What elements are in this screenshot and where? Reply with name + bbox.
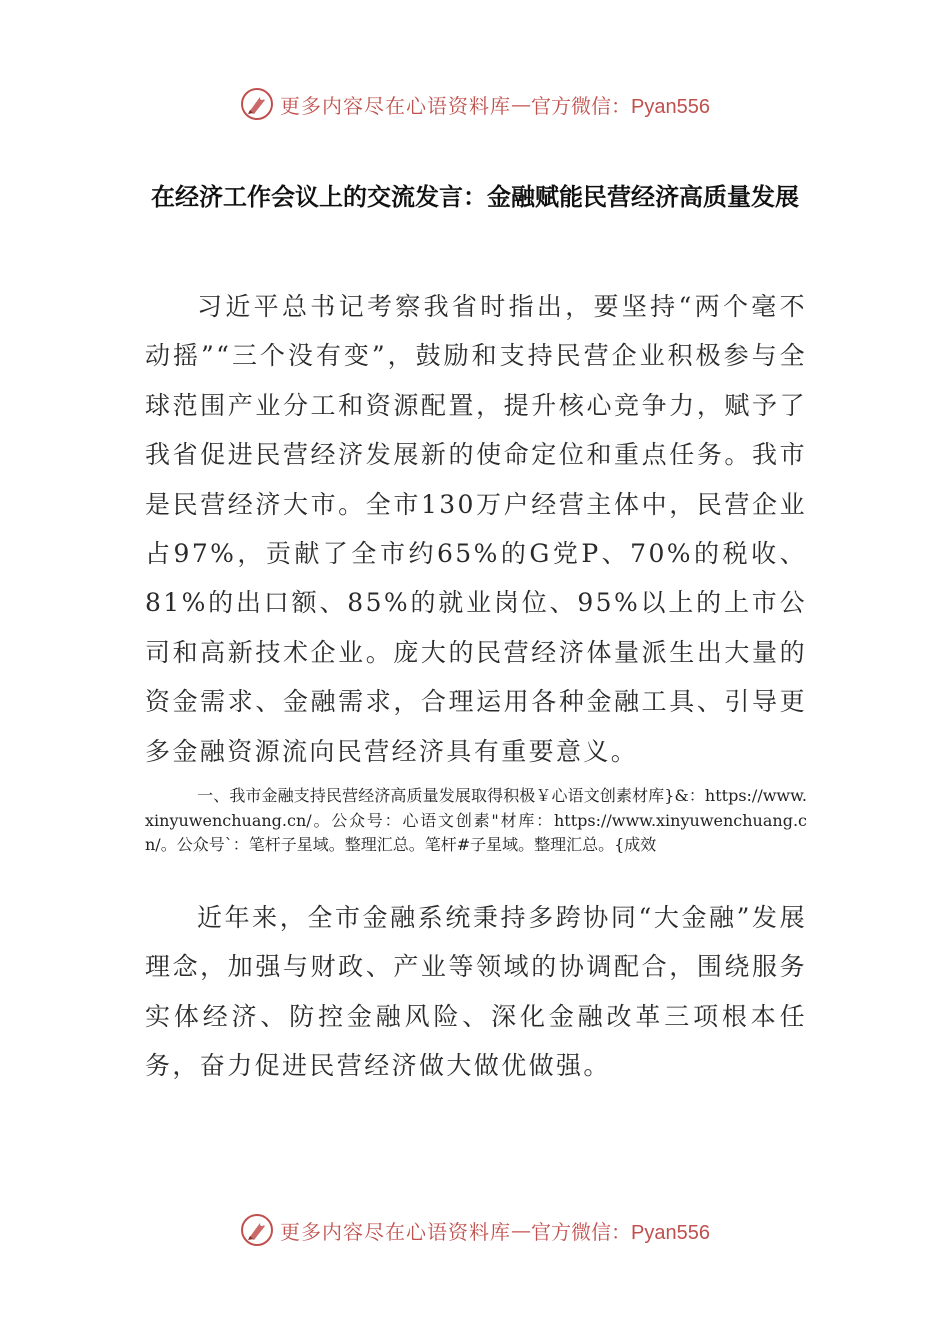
section-note xyxy=(145,784,807,858)
banner-text: 更多内容尽在心语资料库 xyxy=(280,93,512,118)
document-title: 在经济工作会议上的交流发言：金融赋能民营经济高质量发展 xyxy=(151,183,799,211)
pen-nib-logo-icon xyxy=(240,1213,274,1247)
banner-text: 更多内容尽在心语资料库 xyxy=(280,1219,512,1244)
paragraph-intro: 习近平总书记考察我省时指出，要坚持“两个毫不动摇”“三个没有变”，鼓励和支持民营企业积极参与全球范围产业分工和资源配置，提升核心竞争力，赋予了我省促进民营经济发展新的使命定位和重点任务。我市是民营经济大市。全市130万户经营主体中，民营企业占97%，贡献了全市约65%的G党P、70%的税收、81%的出口额、85%的就业岗位、95%以上的上市公司和高新技术企业。庞大的民营经济体量派生出大量的资金需求、金融需求，合理运用各种金融工具、引导更多金融资源流向民营经济具有重要意义。 xyxy=(145,292,807,766)
footer-banner xyxy=(0,1210,950,1250)
paragraph-achievements: 近年来，全市金融系统秉持多跨协同“大金融”发展理念，加强与财政、产业等领域的协调配合，围绕服务实体经济、防控金融风险、深化金融改革三项根本任务，奋力促进民营经济做大做优做强。 xyxy=(145,903,807,1081)
banner-contact: 官方微信：Pyan556 xyxy=(531,1221,710,1244)
banner-separator: — xyxy=(511,92,532,116)
banner-contact: 官方微信：Pyan556 xyxy=(531,95,710,118)
pen-nib-logo-icon xyxy=(240,87,274,121)
banner-separator: — xyxy=(511,1218,532,1242)
header-banner xyxy=(0,84,950,124)
section-note-text: 一、我市金融支持民营经济高质量发展取得积极￥心语文创素材库}&：https://www.xinyuwenchuang.cn/。公众号：心语文创素"材库：https://www.xinyuwenchuang.cn/。公众号`：笔杆子星域。整理汇总。笔杆#子星域。整理汇总。{成效 xyxy=(145,786,807,854)
